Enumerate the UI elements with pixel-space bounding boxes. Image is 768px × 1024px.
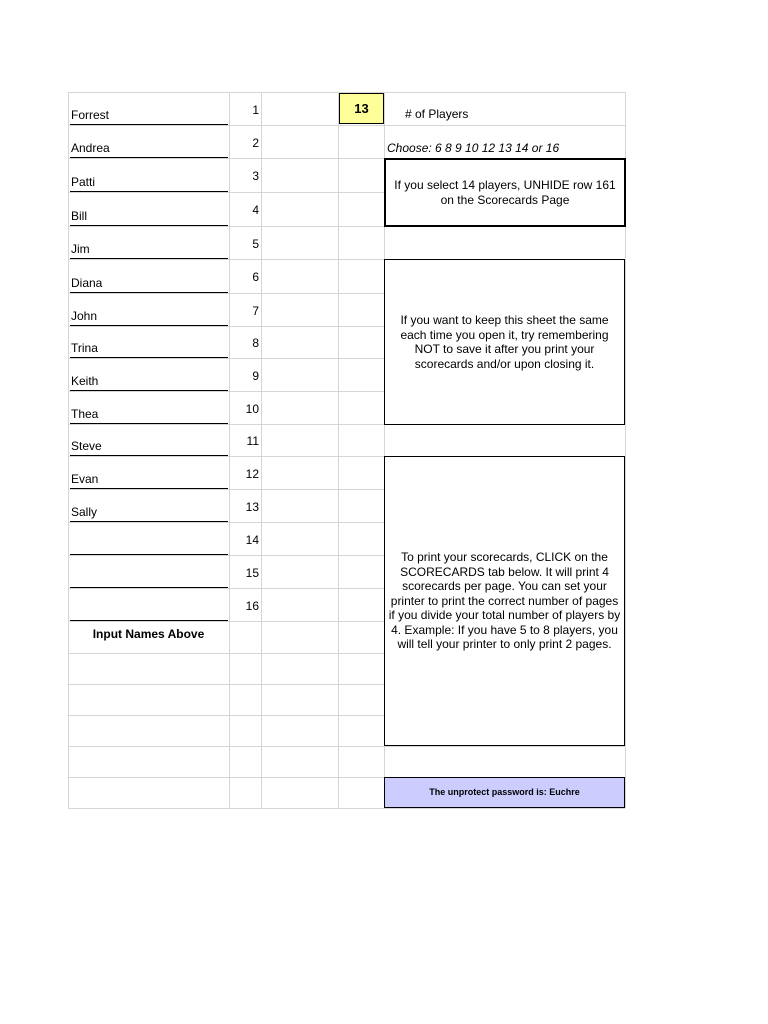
player-number: 4 [252, 203, 259, 217]
name-underline [70, 124, 228, 125]
spreadsheet [68, 92, 625, 808]
name-underline [70, 455, 228, 456]
grid-row-line [68, 808, 625, 809]
print-note [384, 456, 625, 746]
player-number: 14 [245, 533, 259, 547]
player-name-input[interactable]: John [71, 309, 98, 323]
player-number: 8 [252, 336, 259, 350]
player-name-input[interactable]: Diana [71, 276, 103, 290]
player-name-input[interactable]: Sally [71, 505, 98, 519]
player-name-input[interactable]: Steve [71, 439, 102, 453]
player-name-input[interactable]: Andrea [71, 141, 110, 155]
player-name-input[interactable]: Trina [71, 341, 98, 355]
grid-col-line [229, 92, 230, 808]
choose-hint: Choose: 6 8 9 10 12 13 14 or 16 [387, 141, 560, 155]
name-underline [70, 488, 228, 489]
player-name-input[interactable]: Bill [71, 209, 88, 223]
name-underline [70, 587, 228, 588]
player-number: 3 [252, 169, 259, 183]
name-underline [70, 292, 228, 293]
name-underline [70, 390, 228, 391]
player-number: 2 [252, 136, 259, 150]
player-number: 11 [246, 434, 259, 448]
name-underline [70, 357, 228, 358]
player-name-input[interactable]: Forrest [71, 108, 110, 122]
name-underline [70, 157, 228, 158]
grid-col-line [338, 92, 339, 808]
player-number: 9 [252, 369, 259, 383]
grid-row-line [68, 125, 625, 126]
player-number: 16 [245, 599, 259, 613]
player-number: 13 [245, 500, 259, 514]
name-underline [70, 554, 228, 555]
player-count-label: # of Players [405, 107, 469, 121]
player-number: 7 [252, 304, 259, 318]
keep-same-note-text: If you want to keep this sheet the same each time you open it, try remembering NOT to save it after you print your scorecards and/or upon closing it. [400, 313, 609, 371]
input-names-label: Input Names Above [92, 627, 205, 641]
name-underline [70, 225, 228, 226]
name-underline [70, 258, 228, 259]
unhide-note [384, 158, 626, 227]
player-name-input[interactable]: Keith [71, 374, 99, 388]
player-count-cell[interactable]: 13 [339, 93, 384, 124]
player-number: 12 [245, 467, 259, 481]
player-number: 10 [245, 402, 259, 416]
player-name-input[interactable]: Thea [71, 407, 99, 421]
keep-same-note [384, 259, 625, 425]
name-underline [70, 325, 228, 326]
player-name-input[interactable]: Jim [71, 242, 90, 256]
unhide-note-text: If you select 14 players, UNHIDE row 161 on the Scorecards Page [394, 178, 616, 207]
grid-col-line [68, 92, 69, 808]
player-number: 6 [252, 270, 259, 284]
player-name-input[interactable]: Patti [71, 175, 96, 189]
grid-col-line [261, 92, 262, 808]
name-underline [70, 521, 228, 522]
print-note-text: To print your scorecards, CLICK on the SCORECARDS tab below. It will print 4 scorecards per page. You can set your printer to print the correct number of pages if you divide your total number of players by 4. Example: If you have 5 to 8 players, you will tell your printer to only print 2 pages. [388, 550, 621, 652]
name-underline [70, 423, 228, 424]
name-underline [70, 191, 228, 192]
player-number: 15 [245, 566, 259, 580]
grid-row-line [68, 746, 625, 747]
player-number: 1 [252, 103, 259, 117]
player-number: 5 [252, 237, 259, 251]
password-note: The unprotect password is: Euchre [384, 777, 625, 808]
player-name-input[interactable]: Evan [71, 472, 99, 486]
name-underline [70, 620, 228, 621]
